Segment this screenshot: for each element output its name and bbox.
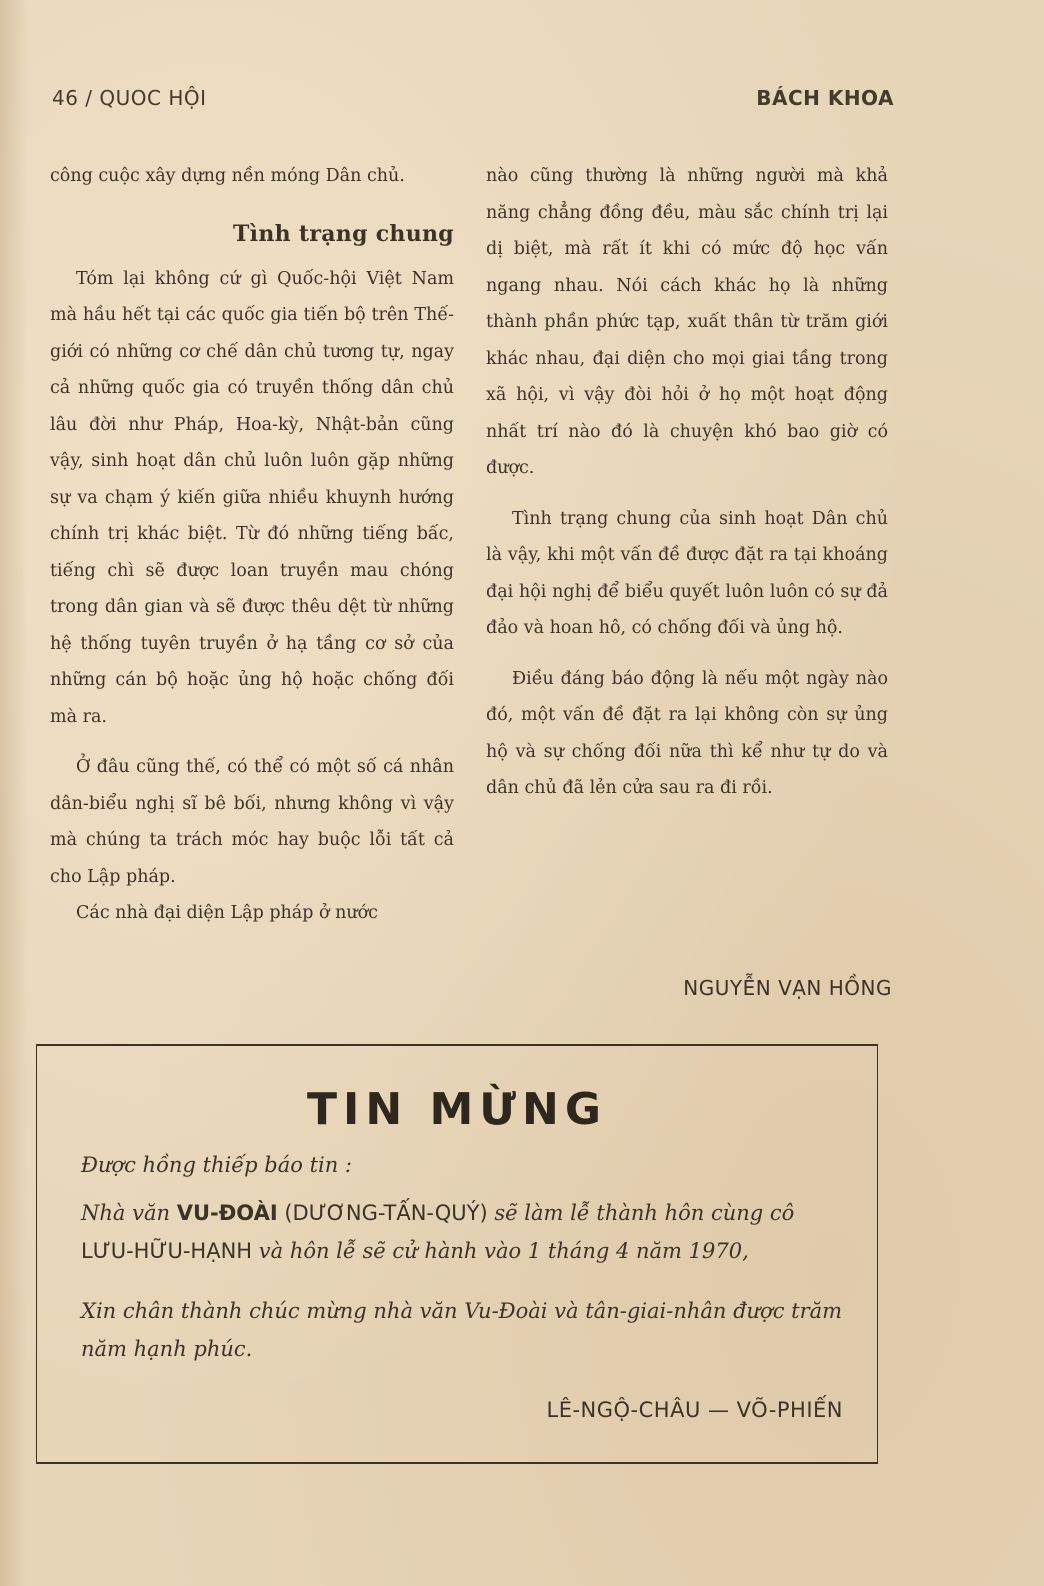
notice-prefix: Nhà văn [81, 1201, 177, 1225]
running-head [52, 86, 894, 116]
page-number-section: 46 / QUOC HỘI [52, 86, 207, 110]
groom-pen-name: VU-ĐOÀI [176, 1201, 278, 1225]
announcement-intro: Được hồng thiếp báo tin : [81, 1153, 353, 1177]
left-paragraph-2: Tóm lại không cứ gì Quốc-hội Việt Nam mà hầu hết tại các quốc gia tiến bộ trên Thế-giới có những cơ chế dân chủ tương tự, ngay cả những quốc gia có truyền thống dân chủ lâu đời như Pháp, Hoa-kỳ, Nhật-bản cũng vậy, sinh hoạt dân chủ luôn luôn gặp những sự va chạm ý kiến giữa nhiều khuynh hướng chính trị khác biệt. Từ đó những tiếng bấc, tiếng chì sẽ được loan truyền mau chóng trong dân gian và sẽ được thêu dệt từ những hệ thống tuyên truyền ở hạ tầng cơ sở của những cán bộ hoặc ủng hộ hoặc chống đối mà ra. [50, 268, 454, 727]
left-column [50, 158, 454, 932]
groom-real-name: (DƯƠNG-TẤN-QUÝ) [277, 1201, 495, 1225]
article-author: NGUYỄN VẠN HỒNG [683, 976, 892, 1000]
announcement-wishes: Xin chân thành chúc mừng nhà văn Vu-Đoài và tân-giai-nhân được trăm năm hạnh phúc. [81, 1299, 843, 1361]
announcement-box [36, 1044, 878, 1464]
magazine-title: BÁCH KHOA [756, 86, 894, 110]
page-edge-shadow [0, 0, 28, 1586]
announcement-body [81, 1146, 851, 1368]
announcement-signers: LÊ-NGỘ-CHÂU — VÕ-PHIẾN [546, 1398, 843, 1422]
right-paragraph-1: nào cũng thường là những người mà khả năng chẳng đồng đều, màu sắc chính trị lại dị biệt, mà rất ít khi có mức độ học vấn ngang nhau. Nói cách khác họ là những thành phần phức tạp, xuất thân từ trăm giới khác nhau, đại diện cho mọi giai tầng trong xã hội, vì vậy đòi hỏi ở họ một hoạt động nhất trí nào đó là chuyện khó bao giờ có được. [486, 166, 888, 478]
notice-end: và hôn lễ sẽ cử hành vào 1 tháng 4 năm 1970, [252, 1239, 749, 1263]
right-paragraph-2: Tình trạng chung của sinh hoạt Dân chủ là vậy, khi một vấn đề được đặt ra tại khoáng đại hội nghị để biểu quyết luôn luôn có sự đả đảo và hoan hô, có chống đối và ủng hộ. [486, 508, 888, 638]
notice-middle: sẽ làm lễ thành hôn cùng cô [494, 1201, 795, 1225]
announcement-title: TIN MỪNG [306, 1084, 607, 1135]
left-paragraph-3: Ở đâu cũng thế, có thể có một số cá nhân dân-biểu nghị sĩ bê bối, nhưng không vì vậy mà chúng ta trách móc hay buộc lỗi tất cả cho Lập pháp. [50, 757, 454, 887]
left-paragraph-4: Các nhà đại diện Lập pháp ở nước [76, 903, 378, 923]
left-paragraph-1: công cuộc xây dựng nền móng Dân chủ. [50, 166, 405, 186]
announcement-wedding-notice [81, 1194, 851, 1270]
right-column [486, 158, 888, 807]
right-paragraph-3: Điều đáng báo động là nếu một ngày nào đó, một vấn đề đặt ra lại không còn sự ủng hộ và sự chống đối nữa thì kể như tự do và dân chủ đã lẻn cửa sau ra đi rồi. [486, 668, 888, 798]
bride-name: LƯU-HỮU-HẠNH [81, 1239, 253, 1263]
section-heading: Tình trạng chung [233, 220, 454, 247]
